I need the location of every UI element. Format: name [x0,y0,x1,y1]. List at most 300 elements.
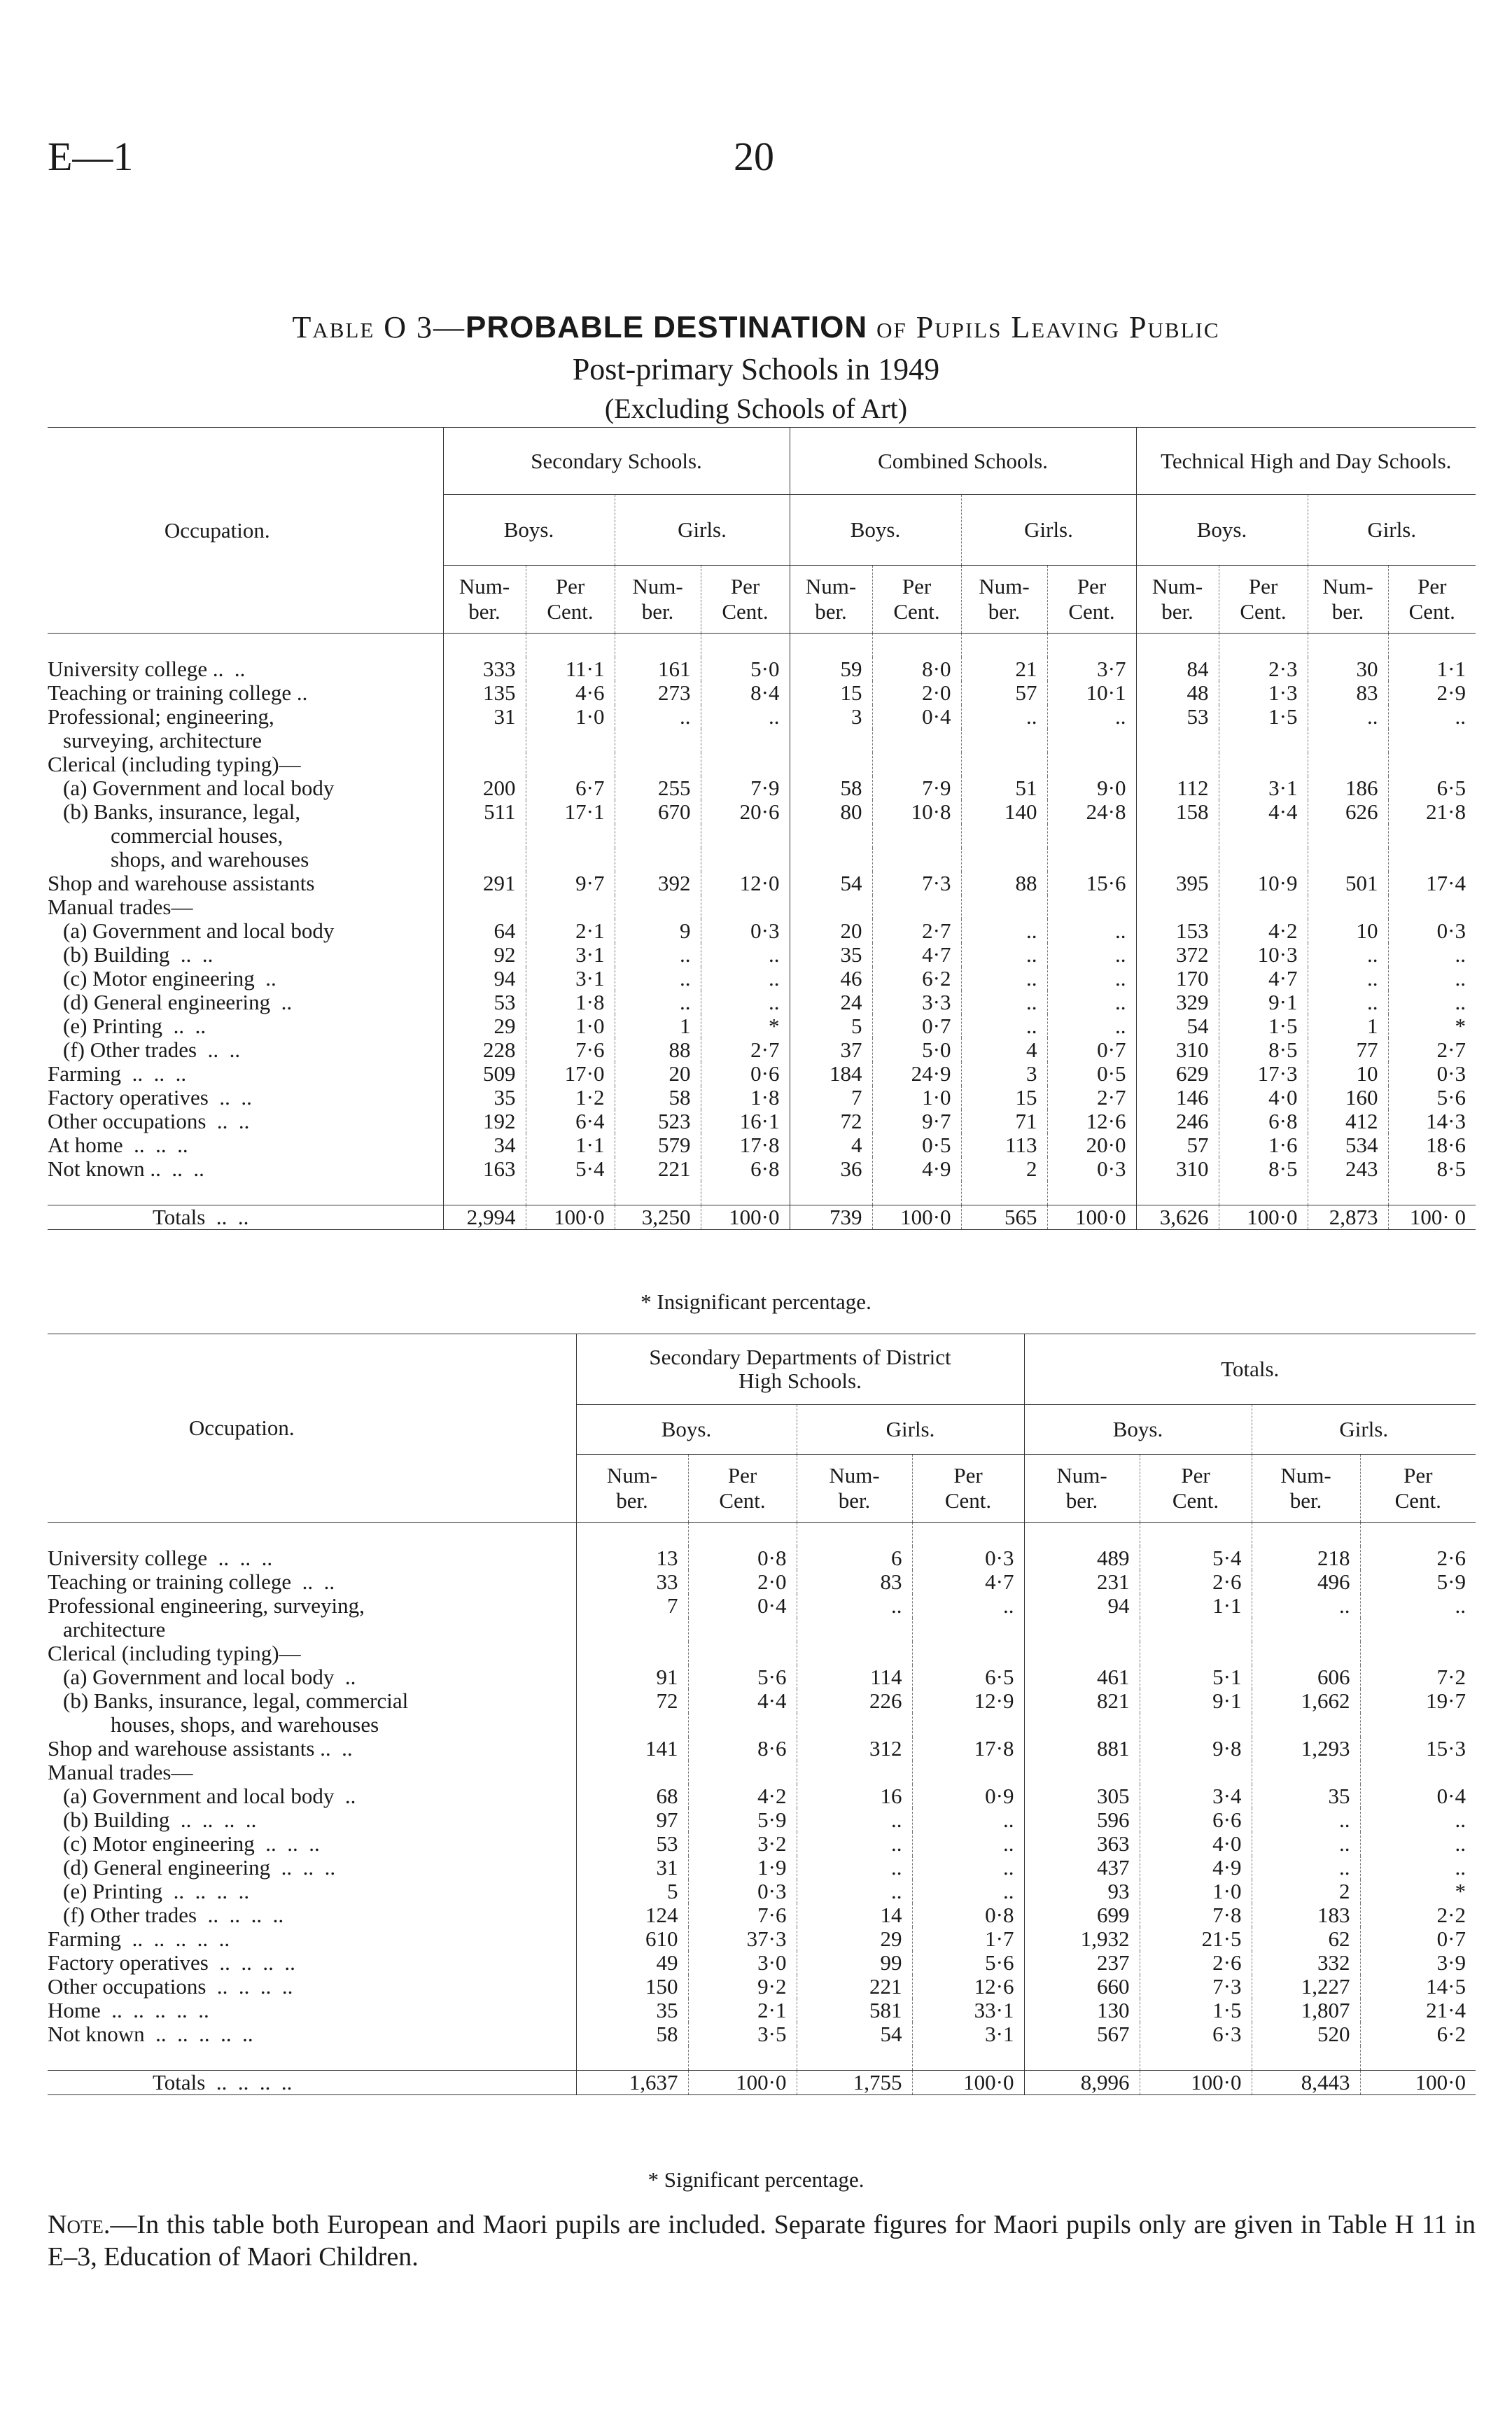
number-cell [1308,729,1388,753]
number-cell: 629 [1136,1062,1219,1086]
leader-dots: .. [254,966,276,991]
number-cell: 511 [443,800,526,824]
number-cell: 158 [1136,800,1219,824]
percent-cell: 1·9 [688,1856,797,1880]
number-cell: 20 [615,1062,701,1086]
percent-cell: 5·6 [1388,1086,1476,1110]
percent-cell: 9·1 [1140,1689,1252,1713]
percent-cell: 3·1 [526,943,615,967]
sex-header: Girls. [797,1405,1024,1455]
percent-cell: 3·5 [688,2022,797,2046]
number-cell: 329 [1136,991,1219,1014]
number-cell: 53 [443,991,526,1014]
table-row [48,1086,1476,1110]
number-cell: 226 [797,1689,912,1713]
percent-cell [688,1642,797,1665]
number-cell: 332 [1252,1951,1360,1975]
percent-cell: 6·7 [526,776,615,800]
row-label: University college .. .. [48,657,246,681]
percent-cell [1360,1761,1476,1784]
number-cell: 8,996 [1024,2071,1140,2095]
number-cell: 3,250 [615,1205,701,1230]
percent-col-header: Per Cent. [872,566,961,634]
leader-dots: .. .. [169,942,214,967]
percent-cell: 7·8 [1140,1903,1252,1927]
row-label: surveying, architecture [63,728,262,753]
table-note [48,2209,1476,2273]
number-cell: 59 [790,657,872,681]
table-row [48,872,1476,895]
table-row [48,1951,1476,1975]
sex-header: Boys. [1024,1405,1252,1455]
percent-cell: 100·0 [1047,1205,1136,1230]
percent-cell: 1·1 [1388,657,1476,681]
number-cell: .. [797,1832,912,1856]
number-cell: 72 [790,1110,872,1133]
percent-col-header: Per Cent. [701,566,790,634]
percent-cell: 1·5 [1219,1014,1308,1038]
number-cell: 881 [1024,1737,1140,1761]
footnote-2: * Significant percentage. [648,2167,864,2192]
percent-cell: 5·4 [526,1157,615,1181]
percent-cell [1388,895,1476,919]
percent-cell: 21·4 [1360,1999,1476,2022]
number-cell: 1,637 [576,2071,688,2095]
row-label: Professional; engineering, [48,704,274,729]
leader-dots: .. .. [291,1569,335,1594]
percent-cell [1219,753,1308,776]
percent-col-header: Per Cent. [688,1455,797,1523]
number-cell: 305 [1024,1784,1140,1808]
table-row [48,895,1476,919]
percent-cell: 5·9 [1360,1570,1476,1594]
number-cell: 35 [790,943,872,967]
leader-dots: .. .. .. .. .. [100,1998,209,2022]
number-cell: 29 [443,1014,526,1038]
number-cell: 57 [1136,1133,1219,1157]
number-cell: 68 [576,1784,688,1808]
number-cell [961,753,1047,776]
percent-cell: 7·3 [1140,1975,1252,1999]
row-label: Professional engineering, surveying, [48,1593,365,1618]
number-cell: 1,807 [1252,1999,1360,2022]
percent-cell: 5·6 [912,1951,1024,1975]
percent-cell: 1·0 [526,1014,615,1038]
row-label: Shop and warehouse assistants [48,871,315,895]
row-label: (a) Government and local body [63,776,335,800]
percent-cell: 0·4 [688,1594,797,1618]
percent-cell [1360,1618,1476,1642]
percent-cell: .. [1047,991,1136,1014]
percent-cell: 5·4 [1140,1546,1252,1570]
percent-cell: 16·1 [701,1110,790,1133]
number-cell: 5 [790,1014,872,1038]
row-label: (a) Government and local body [63,918,335,943]
row-label: Totals .. .. .. .. [153,2070,293,2094]
percent-cell: 100·0 [526,1205,615,1230]
percent-col-header: Per Cent. [526,566,615,634]
leader-dots: .. .. [197,1037,241,1062]
row-label: Teaching or training college .. .. [48,1569,335,1594]
leader-dots: .. .. .. [254,1831,320,1856]
totals-row [48,2071,1476,2095]
number-cell: 184 [790,1062,872,1086]
number-cell: 34 [443,1133,526,1157]
percent-cell: .. [912,1832,1024,1856]
percent-cell: .. [701,943,790,967]
percent-cell: 0·8 [688,1546,797,1570]
number-cell: 135 [443,681,526,705]
percent-cell: 1·6 [1219,1133,1308,1157]
number-cell: 228 [443,1038,526,1062]
percent-cell: 9·7 [872,1110,961,1133]
table-row [48,800,1476,824]
page-number: 20 [734,134,774,179]
percent-cell [1388,729,1476,753]
row-label: At home .. .. .. [48,1133,188,1157]
number-cell: 72 [576,1689,688,1713]
number-cell: 146 [1136,1086,1219,1110]
number-cell: 670 [615,800,701,824]
number-cell: 739 [790,1205,872,1230]
number-cell: 626 [1308,800,1388,824]
number-cell: 62 [1252,1927,1360,1951]
percent-cell: 9·8 [1140,1737,1252,1761]
number-cell [443,729,526,753]
percent-cell: 7·9 [701,776,790,800]
leader-dots: .. .. .. .. [162,1879,250,1903]
number-cell: 20 [790,919,872,943]
leader-dots: .. .. [162,1014,206,1038]
percent-cell [1388,753,1476,776]
percent-cell: 21·8 [1388,800,1476,824]
percent-cell: 1·0 [526,705,615,729]
table-row [48,1594,1476,1618]
number-cell: 310 [1136,1157,1219,1181]
percent-col-header: Per Cent. [1219,566,1308,634]
table-row [48,824,1476,848]
table-row [48,2022,1476,2046]
number-cell [1252,1618,1360,1642]
table-row [48,1999,1476,2022]
table-row [48,1975,1476,1999]
row-label: (b) Banks, insurance, legal, commercial [63,1688,409,1713]
number-cell [576,1761,688,1784]
percent-cell: 4·6 [526,681,615,705]
percent-cell: 17·1 [526,800,615,824]
number-cell: 221 [615,1157,701,1181]
percent-col-header: Per Cent. [1360,1455,1476,1523]
number-cell: 221 [797,1975,912,1999]
percent-cell: .. [912,1808,1024,1832]
number-col-header: Num- ber. [615,566,701,634]
leader-dots: .. [334,1784,356,1808]
percent-cell: 9·7 [526,872,615,895]
percent-cell: 9·2 [688,1975,797,1999]
leader-dots: .. [334,1665,356,1689]
number-cell: 71 [961,1110,1047,1133]
number-col-header: Num- ber. [797,1455,912,1523]
number-cell: 24 [790,991,872,1014]
table-row [48,1880,1476,1903]
leader-dots: .. .. [208,1085,252,1110]
row-label: Other occupations .. .. .. .. [48,1974,293,1999]
number-cell [797,1761,912,1784]
number-col-header: Num- ber. [443,566,526,634]
number-cell: 160 [1308,1086,1388,1110]
percent-col-header: Per Cent. [1388,566,1476,634]
number-cell: .. [797,1594,912,1618]
percent-cell: 2·2 [1360,1903,1476,1927]
percent-cell: .. [912,1594,1024,1618]
group-header: Combined Schools. [790,428,1136,495]
percent-cell [1219,729,1308,753]
number-cell: 83 [1308,681,1388,705]
percent-cell: 1·7 [912,1927,1024,1951]
percent-cell [1219,895,1308,919]
percent-cell: 0·9 [912,1784,1024,1808]
percent-cell: 14·5 [1360,1975,1476,1999]
percent-cell: .. [1047,943,1136,967]
table-row [48,848,1476,872]
percent-cell: .. [701,705,790,729]
number-cell: 496 [1252,1570,1360,1594]
percent-cell: 100·0 [1360,2071,1476,2095]
number-cell: .. [961,991,1047,1014]
percent-cell: 0·4 [872,705,961,729]
table-row [48,1665,1476,1689]
number-cell: .. [615,991,701,1014]
percent-cell: 6·6 [1140,1808,1252,1832]
sex-header: Girls. [1252,1405,1476,1455]
number-cell: 606 [1252,1665,1360,1689]
number-cell: .. [1252,1808,1360,1832]
percent-col-header: Per Cent. [1047,566,1136,634]
number-cell: .. [1308,705,1388,729]
number-cell: 1,755 [797,2071,912,2095]
number-cell: 1 [615,1014,701,1038]
number-cell: 93 [1024,1880,1140,1903]
percent-cell [872,824,961,848]
number-cell: 114 [797,1665,912,1689]
number-cell: 35 [1252,1784,1360,1808]
number-cell [1308,824,1388,848]
number-cell: 4 [790,1133,872,1157]
percent-cell: .. [1360,1832,1476,1856]
percent-cell: 33·1 [912,1999,1024,2022]
percent-cell: 0·7 [1360,1927,1476,1951]
number-cell: 581 [797,1999,912,2022]
percent-cell: 2·0 [688,1570,797,1594]
percent-cell: * [701,1014,790,1038]
percent-cell: 20·6 [701,800,790,824]
table-row [48,919,1476,943]
leader-dots: .. .. .. .. [208,1950,295,1975]
percent-cell [688,1713,797,1737]
percent-cell: 100· 0 [1388,1205,1476,1230]
percent-cell: .. [1360,1856,1476,1880]
percent-cell: 4·4 [1219,800,1308,824]
percent-cell: 12·6 [912,1975,1024,1999]
percent-cell: .. [1360,1594,1476,1618]
percent-cell: 0·5 [872,1133,961,1157]
percent-cell: .. [1047,705,1136,729]
number-cell: 489 [1024,1546,1140,1570]
percent-cell [1140,1618,1252,1642]
percent-cell: 8·5 [1219,1157,1308,1181]
number-cell: .. [797,1880,912,1903]
number-cell: .. [615,967,701,991]
group-header: Secondary Departments of District High Schools. [576,1334,1024,1405]
number-cell: 14 [797,1903,912,1927]
table-row [48,1737,1476,1761]
leader-dots: .. [270,990,293,1014]
table-row [48,1713,1476,1737]
percent-cell: 1·8 [526,991,615,1014]
percent-cell: 0·7 [1047,1038,1136,1062]
percent-cell: .. [1388,943,1476,967]
title-bold: PROBABLE DESTINATION [465,310,868,344]
percent-cell: 2·7 [872,919,961,943]
percent-cell [1140,1642,1252,1665]
percent-cell [912,1713,1024,1737]
number-cell: .. [797,1808,912,1832]
table-row [48,1546,1476,1570]
number-cell: 49 [576,1951,688,1975]
percent-cell: 4·7 [912,1570,1024,1594]
percent-cell: 8·4 [701,681,790,705]
percent-cell [1047,824,1136,848]
row-label: Factory operatives .. .. [48,1085,252,1110]
number-cell: 1,662 [1252,1689,1360,1713]
row-label: (a) Government and local body .. [63,1784,356,1808]
number-cell: 310 [1136,1038,1219,1062]
row-label: (c) Motor engineering .. .. .. [63,1831,320,1856]
percent-cell: 4·4 [688,1689,797,1713]
number-cell [615,895,701,919]
percent-cell: 17·8 [912,1737,1024,1761]
number-cell: 6 [797,1546,912,1570]
number-cell: 51 [961,776,1047,800]
percent-cell [526,824,615,848]
number-cell [443,753,526,776]
number-cell: 821 [1024,1689,1140,1713]
row-label: Clerical (including typing)— [48,752,301,776]
percent-cell: 24·9 [872,1062,961,1086]
number-cell: 15 [790,681,872,705]
number-cell: 610 [576,1927,688,1951]
percent-cell [912,1761,1024,1784]
row-label: Manual trades— [48,1760,193,1784]
table-row [48,1761,1476,1784]
number-cell: 2,873 [1308,1205,1388,1230]
row-label: Farming .. .. .. [48,1061,187,1086]
percent-cell: 7·2 [1360,1665,1476,1689]
percent-cell: .. [701,967,790,991]
percent-cell [701,824,790,848]
percent-cell: 12·6 [1047,1110,1136,1133]
percent-cell: 17·3 [1219,1062,1308,1086]
number-cell: .. [961,943,1047,967]
percent-cell [1047,729,1136,753]
number-cell [961,824,1047,848]
percent-cell: 2·1 [688,1999,797,2022]
percent-cell: 6·2 [872,967,961,991]
percent-cell: 0·6 [701,1062,790,1086]
number-cell: 29 [797,1927,912,1951]
number-cell: 83 [797,1570,912,1594]
percent-cell: 0·8 [912,1903,1024,1927]
number-cell: 64 [443,919,526,943]
percent-cell: .. [1047,967,1136,991]
percent-cell: 5·0 [872,1038,961,1062]
number-cell: 273 [615,681,701,705]
number-cell: 92 [443,943,526,967]
percent-cell [1360,1713,1476,1737]
number-cell: 192 [443,1110,526,1133]
number-cell: 567 [1024,2022,1140,2046]
number-cell: 218 [1252,1546,1360,1570]
table-row [48,943,1476,967]
number-cell: 31 [443,705,526,729]
number-cell [443,824,526,848]
percent-cell: 4·7 [1219,967,1308,991]
row-label: (d) General engineering .. .. .. [63,1855,336,1880]
number-cell: 33 [576,1570,688,1594]
percent-cell: 100·0 [1140,2071,1252,2095]
percent-cell [1388,848,1476,872]
percent-cell: 2·9 [1388,681,1476,705]
percent-cell: 5·1 [1140,1665,1252,1689]
sex-header: Girls. [961,495,1136,566]
title-line-3: (Excluding Schools of Art) [604,393,908,424]
table-row [48,1856,1476,1880]
number-cell [576,1713,688,1737]
number-cell: 4 [961,1038,1047,1062]
percent-cell: 0·5 [1047,1062,1136,1086]
group-header: Secondary Schools. [443,428,790,495]
percent-cell: * [1360,1880,1476,1903]
table-row [48,1903,1476,1927]
table-row [48,657,1476,681]
row-label: architecture [63,1617,166,1642]
number-cell: 140 [961,800,1047,824]
leader-dots: .. [330,1736,353,1761]
percent-cell: 0·3 [701,919,790,943]
percent-cell: 24·8 [1047,800,1136,824]
destination-table-2 [48,1334,1476,2095]
number-cell [615,729,701,753]
number-cell: .. [961,1014,1047,1038]
row-label: (e) Printing .. .. .. .. [63,1879,250,1903]
number-cell: 186 [1308,776,1388,800]
number-cell: 501 [1308,872,1388,895]
percent-cell: 100·0 [1219,1205,1308,1230]
number-col-header: Num- ber. [1024,1455,1140,1523]
percent-cell [526,848,615,872]
number-cell [1252,1713,1360,1737]
number-cell: .. [1308,943,1388,967]
number-cell: 161 [615,657,701,681]
number-cell: 36 [790,1157,872,1181]
row-label: (b) Building .. .. [63,942,214,967]
number-cell: 77 [1308,1038,1388,1062]
number-col-header: Num- ber. [1308,566,1388,634]
percent-cell: 3·7 [1047,657,1136,681]
table-row [48,1110,1476,1133]
number-cell [790,729,872,753]
number-cell: .. [961,919,1047,943]
